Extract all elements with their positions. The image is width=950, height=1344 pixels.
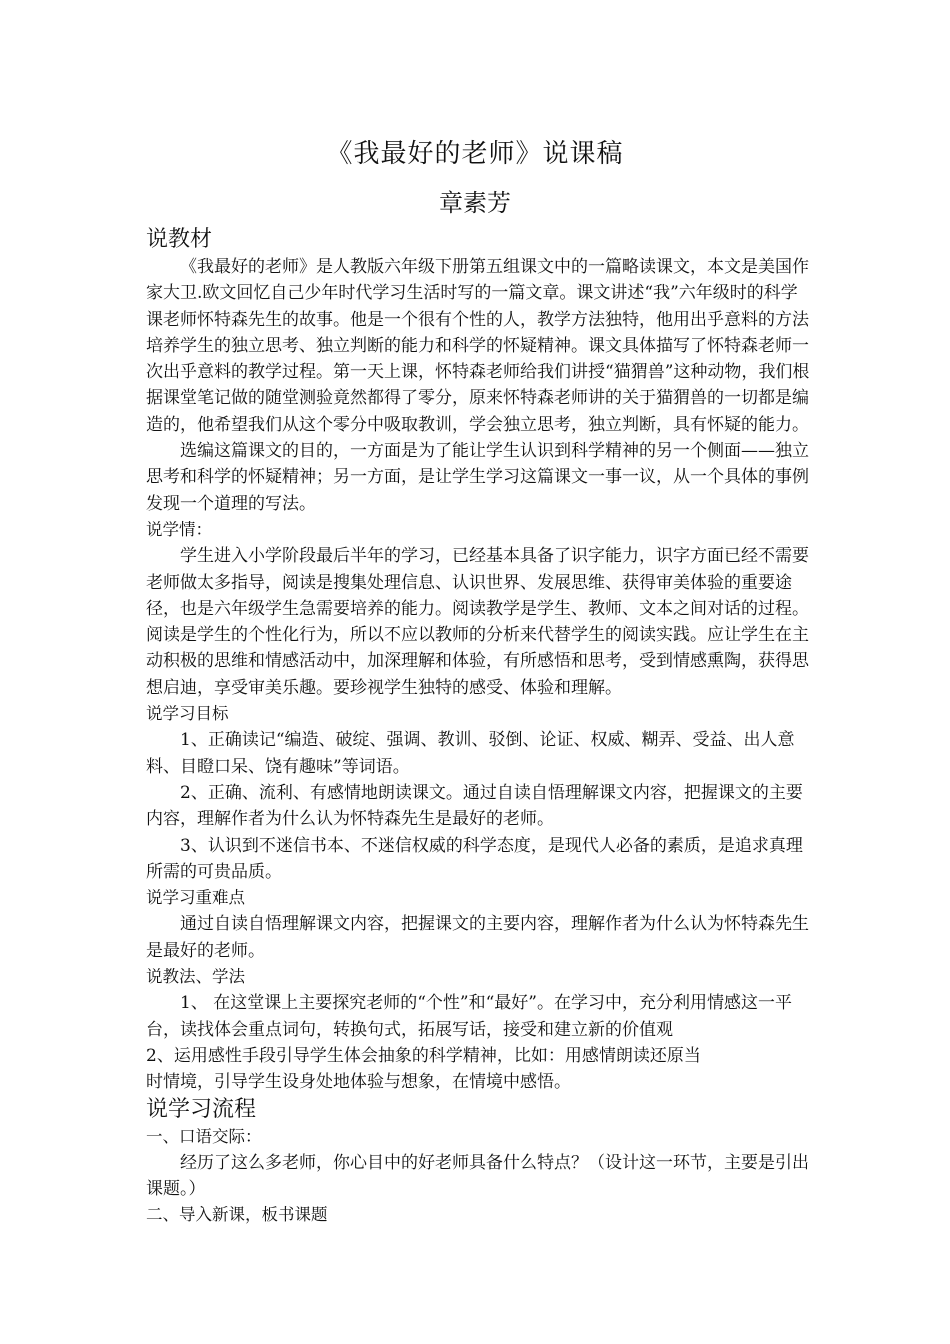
- paragraph: 经历了这么多老师，你心目中的好老师具备什么特点？（设计这一环节，主要是引出课题。）: [146, 1152, 809, 1200]
- paragraph: 学生进入小学阶段最后半年的学习，已经基本具备了识字能力，识字方面已经不需要老师做太多指导，阅读是搜集处理信息、认识世界、发展思维、获得审美体验的重要途径，也是六年级学生急需要培养的能力。阅读教学是学生、教师、文本之间对话的过程。阅读是学生的个性化行为，所以不应以教师的分析来代替学生的阅读实践。应让学生在主动积极的思维和情感活动中，加深理解和体验，有所感悟和思考，受到情感熏陶，获得思想启迪，享受审美乐趣。要珍视学生独特的感受、体验和理解。: [146, 546, 809, 698]
- paragraph: 选编这篇课文的目的，一方面是为了能让学生认识到科学精神的另一个侧面——独立思考和科学的怀疑精神；另一方面，是让学生学习这篇课文一事一议，从一个具体的事例发现一个道理的写法。: [146, 441, 809, 514]
- list-item: 1、正确读记“编造、破绽、强调、教训、驳倒、论证、权威、糊弄、受益、出人意料、目瞪口呆、饶有趣味”等词语。: [146, 730, 795, 777]
- section-heading-students: 说学情：: [146, 519, 212, 539]
- subheading: 二、导入新课，板书课题: [146, 1205, 328, 1225]
- section-heading-process: 说学习流程: [146, 1096, 257, 1122]
- author-name: 章素芳: [439, 189, 511, 217]
- section-heading-methods: 说教法、学法: [146, 967, 245, 987]
- document-title: 《我最好的老师》说课稿: [326, 139, 624, 169]
- list-item: 3、认识到不迷信书本、不迷信权威的科学态度，是现代人必备的素质，是追求真理所需的可贵品质。: [146, 835, 803, 882]
- section-heading-textbook: 说教材: [146, 227, 213, 252]
- section-heading-key-points: 说学习重难点: [146, 888, 245, 908]
- section-heading-objectives: 说学习目标: [146, 704, 229, 724]
- paragraph: 《我最好的老师》是人教版六年级下册第五组课文中的一篇略读课文，本文是美国作家大卫.欧文回忆自己少年时代学习生活时写的一篇文章。课文讲述“我”六年级时的科学课老师怀特森先生的故事。他是一个很有个性的人，教学方法独特，他用出乎意料的方法培养学生的独立思考、独立判断的能力和科学的怀疑精神。课文具体描写了怀特森老师一次出乎意料的教学过程。第一天上课，怀特森老师给我们讲授“猫猬兽”这种动物，我们根据课堂笔记做的随堂测验竟然都得了零分，原来怀特森老师讲的关于猫猬兽的一切都是编造的，他希望我们从这个零分中吸取教训，学会独立思考，独立判断，具有怀疑的能力。: [146, 257, 810, 435]
- list-item: 2、运用感性手段引导学生体会抽象的科学精神，比如：用感情朗读还原当: [146, 1045, 701, 1066]
- paragraph: 通过自读自悟理解课文内容，把握课文的主要内容，理解作者为什么认为怀特森先生是最好的老师。: [146, 914, 809, 961]
- list-item: 时情境，引导学生设身处地体验与想象，在情境中感悟。: [146, 1072, 571, 1093]
- list-item: 2、正确、流利、有感情地朗读课文。通过自读自悟理解课文内容，把握课文的主要内容，理解作者为什么认为怀特森先生是最好的老师。: [146, 782, 803, 830]
- document-body: [146, 226, 810, 1229]
- list-item: 1、 在这堂课上主要探究老师的“个性”和“最好”。在学习中，充分利用情感这一平台，读找体会重点词句，转换句式，拓展写话，接受和建立新的价值观: [146, 993, 792, 1040]
- subheading: 一、口语交际：: [146, 1126, 262, 1146]
